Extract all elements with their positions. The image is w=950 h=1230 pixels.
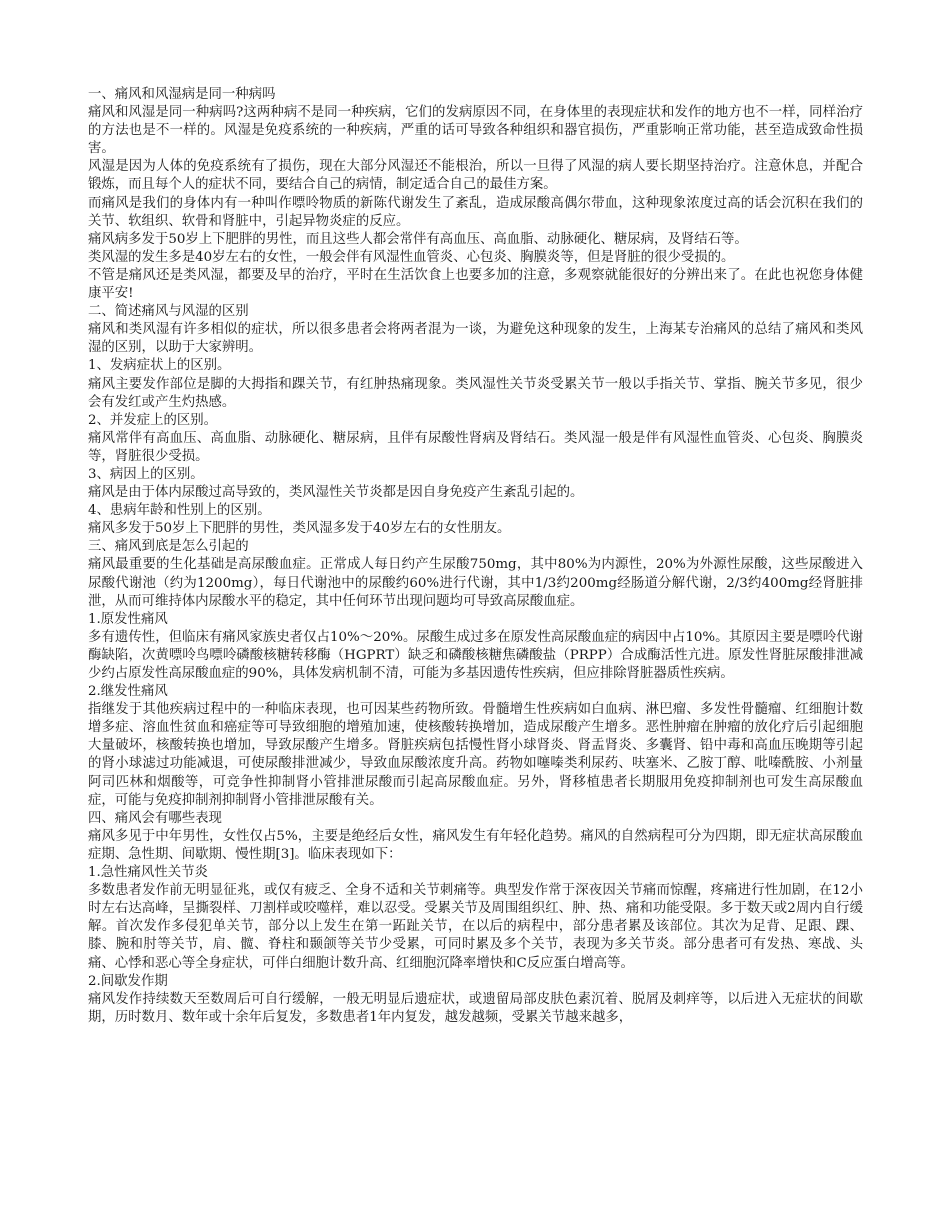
subheading: 3、病因上的区别。 bbox=[88, 466, 204, 482]
paragraph: 痛风是由于体内尿酸过高导致的，类风湿性关节炎都是因自身免疫产生紊乱引起的。 bbox=[88, 485, 584, 501]
subheading: 2.继发性痛风 bbox=[88, 684, 168, 700]
subheading: 1、发病症状上的区别。 bbox=[88, 358, 231, 374]
paragraph: 痛风发作持续数天至数周后可自行缓解，一般无明显后遗症状，或遗留局部皮肤色素沉着、脱屑及刺痒等，以后进入无症状的间歇期，历时数月、数年或十余年后复发，多数患者1年内复发，越发越频，受累关节越来越多， bbox=[88, 991, 863, 1025]
paragraph: 痛风主要发作部位是脚的大拇指和踝关节，有红肿热痛现象。类风湿性关节炎受累关节一般以手指关节、掌指、腕关节多见，很少会有发红或产生灼热感。 bbox=[88, 376, 863, 410]
paragraph: 而痛风是我们的身体内有一种叫作嘌呤物质的新陈代谢发生了紊乱，造成尿酸高偶尔带血，这种现象浓度过高的话会沉积在我们的关节、软组织、软骨和肾脏中，引起异物炎症的反应。 bbox=[88, 195, 863, 229]
heading-section-1: 一、痛风和风湿病是同一种病吗 bbox=[88, 87, 276, 102]
paragraph: 类风湿的发生多是40岁左右的女性，一般会伴有风湿性血管炎、心包炎、胸膜炎等，但是肾脏的很少受损的。 bbox=[88, 249, 735, 265]
paragraph: 风湿是因为人体的免疫系统有了损伤，现在大部分风湿还不能根治，所以一旦得了风湿的病人要长期坚持治疗。注意休息，并配合锻炼，而且每个人的症状不同，要结合自己的病情，制定适合自己的最佳方案。 bbox=[88, 159, 863, 193]
heading-section-4: 四、痛风会有哪些表现 bbox=[88, 810, 222, 826]
paragraph: 痛风多见于中年男性，女性仅占5%，主要是绝经后女性，痛风发生有年轻化趋势。痛风的自然病程可分为四期，即无症状高尿酸血症期、急性期、间歇期、慢性期[3]。临床表现如下： bbox=[88, 828, 863, 862]
subheading: 2.间歇发作期 bbox=[88, 973, 168, 989]
paragraph: 痛风最重要的生化基础是高尿酸血症。正常成人每日约产生尿酸750mg，其中80%为内源性，20%为外源性尿酸，这些尿酸进入尿酸代谢池（约为1200mg），每日代谢池中的尿酸约60%进行代谢，其中1/3约200mg经肠道分解代谢，2/3约400mg经肾脏排泄，从而可维持体内尿酸水平的稳定，其中任何环节出现问题均可导致高尿酸血症。 bbox=[88, 557, 863, 609]
paragraph: 不管是痛风还是类风湿，都要及早的治疗，平时在生活饮食上也要多加的注意，多观察就能很好的分辨出来了。在此也祝您身体健康平安! bbox=[88, 267, 863, 302]
heading-section-2: 二、简述痛风与风湿的区别 bbox=[88, 304, 249, 320]
subheading: 4、患病年龄和性别上的区别。 bbox=[88, 503, 271, 519]
heading-section-3: 三、痛风到底是怎么引起的 bbox=[88, 539, 249, 555]
document-body bbox=[88, 86, 863, 1027]
subheading: 1.原发性痛风 bbox=[88, 611, 168, 627]
paragraph: 痛风常伴有高血压、高血脂、动脉硬化、糖尿病，且伴有尿酸性肾病及肾结石。类风湿一般是伴有风湿性血管炎、心包炎、胸膜炎等，肾脏很少受损。 bbox=[88, 430, 863, 464]
subheading: 1.急性痛风性关节炎 bbox=[88, 865, 208, 881]
paragraph: 痛风病多发于50岁上下肥胖的男性，而且这些人都会常伴有高血压、高血脂、动脉硬化、糖尿病，及肾结石等。 bbox=[88, 231, 748, 247]
paragraph: 多有遗传性，但临床有痛风家族史者仅占10%～20%。尿酸生成过多在原发性高尿酸血症的病因中占10%。其原因主要是嘌呤代谢酶缺陷，次黄嘌呤鸟嘌呤磷酸核糖转移酶（HGPRT）缺乏和磷酸核糖焦磷酸盐（PRPP）合成酶活性亢进。原发性肾脏尿酸排泄减少约占原发性高尿酸血症的90%，具体发病机制不清，可能为多基因遗传性疾病，但应排除肾脏器质性疾病。 bbox=[88, 629, 863, 681]
paragraph: 痛风和风湿是同一种病吗?这两种病不是同一种疾病，它们的发病原因不同，在身体里的表现症状和发作的地方也不一样，同样治疗的方法也是不一样的。风湿是免疫系统的一种疾病，严重的话可导致各种组织和器官损伤，严重影响正常功能，甚至造成致命性损害。 bbox=[88, 105, 863, 157]
paragraph: 指继发于其他疾病过程中的一种临床表现，也可因某些药物所致。骨髓增生性疾病如白血病、淋巴瘤、多发性骨髓瘤、红细胞计数增多症、溶血性贫血和癌症等可导致细胞的增殖加速，使核酸转换增加，造成尿酸产生增多。恶性肿瘤在肿瘤的放化疗后引起细胞大量破坏，核酸转换也增加，导致尿酸产生增多。肾脏疾病包括慢性肾小球肾炎、肾盂肾炎、多囊肾、铅中毒和高血压晚期等引起的肾小球滤过功能减退，可使尿酸排泄减少，导致血尿酸浓度升高。药物如噻嗪类利尿药、呋塞米、乙胺丁醇、吡嗪酰胺、小剂量阿司匹林和烟酸等，可竞争性抑制肾小管排泄尿酸而引起高尿酸血症。另外，肾移植患者长期服用免疫抑制剂也可发生高尿酸血症，可能与免疫抑制剂抑制肾小管排泄尿酸有关。 bbox=[88, 702, 863, 808]
paragraph: 多数患者发作前无明显征兆，或仅有疲乏、全身不适和关节刺痛等。典型发作常于深夜因关节痛而惊醒，疼痛进行性加剧，在12小时左右达高峰，呈撕裂样、刀割样或咬噬样，难以忍受。受累关节及周围组织红、肿、热、痛和功能受限。多于数天或2周内自行缓解。首次发作多侵犯单关节，部分以上发生在第一跖趾关节，在以后的病程中，部分患者累及该部位。其次为足背、足跟、踝、膝、腕和肘等关节，肩、髋、脊柱和颞颌等关节少受累，可同时累及多个关节，表现为多关节炎。部分患者可有发热、寒战、头痛、心悸和恶心等全身症状，可伴白细胞计数升高、红细胞沉降率增快和C反应蛋白增高等。 bbox=[88, 883, 863, 971]
paragraph: 痛风多发于50岁上下肥胖的男性，类风湿多发于40岁左右的女性朋友。 bbox=[88, 521, 511, 537]
paragraph: 痛风和类风湿有许多相似的症状，所以很多患者会将两者混为一谈，为避免这种现象的发生，上海某专治痛风的总结了痛风和类风湿的区别，以助于大家辨明。 bbox=[88, 322, 863, 356]
subheading: 2、并发症上的区别。 bbox=[88, 412, 218, 428]
